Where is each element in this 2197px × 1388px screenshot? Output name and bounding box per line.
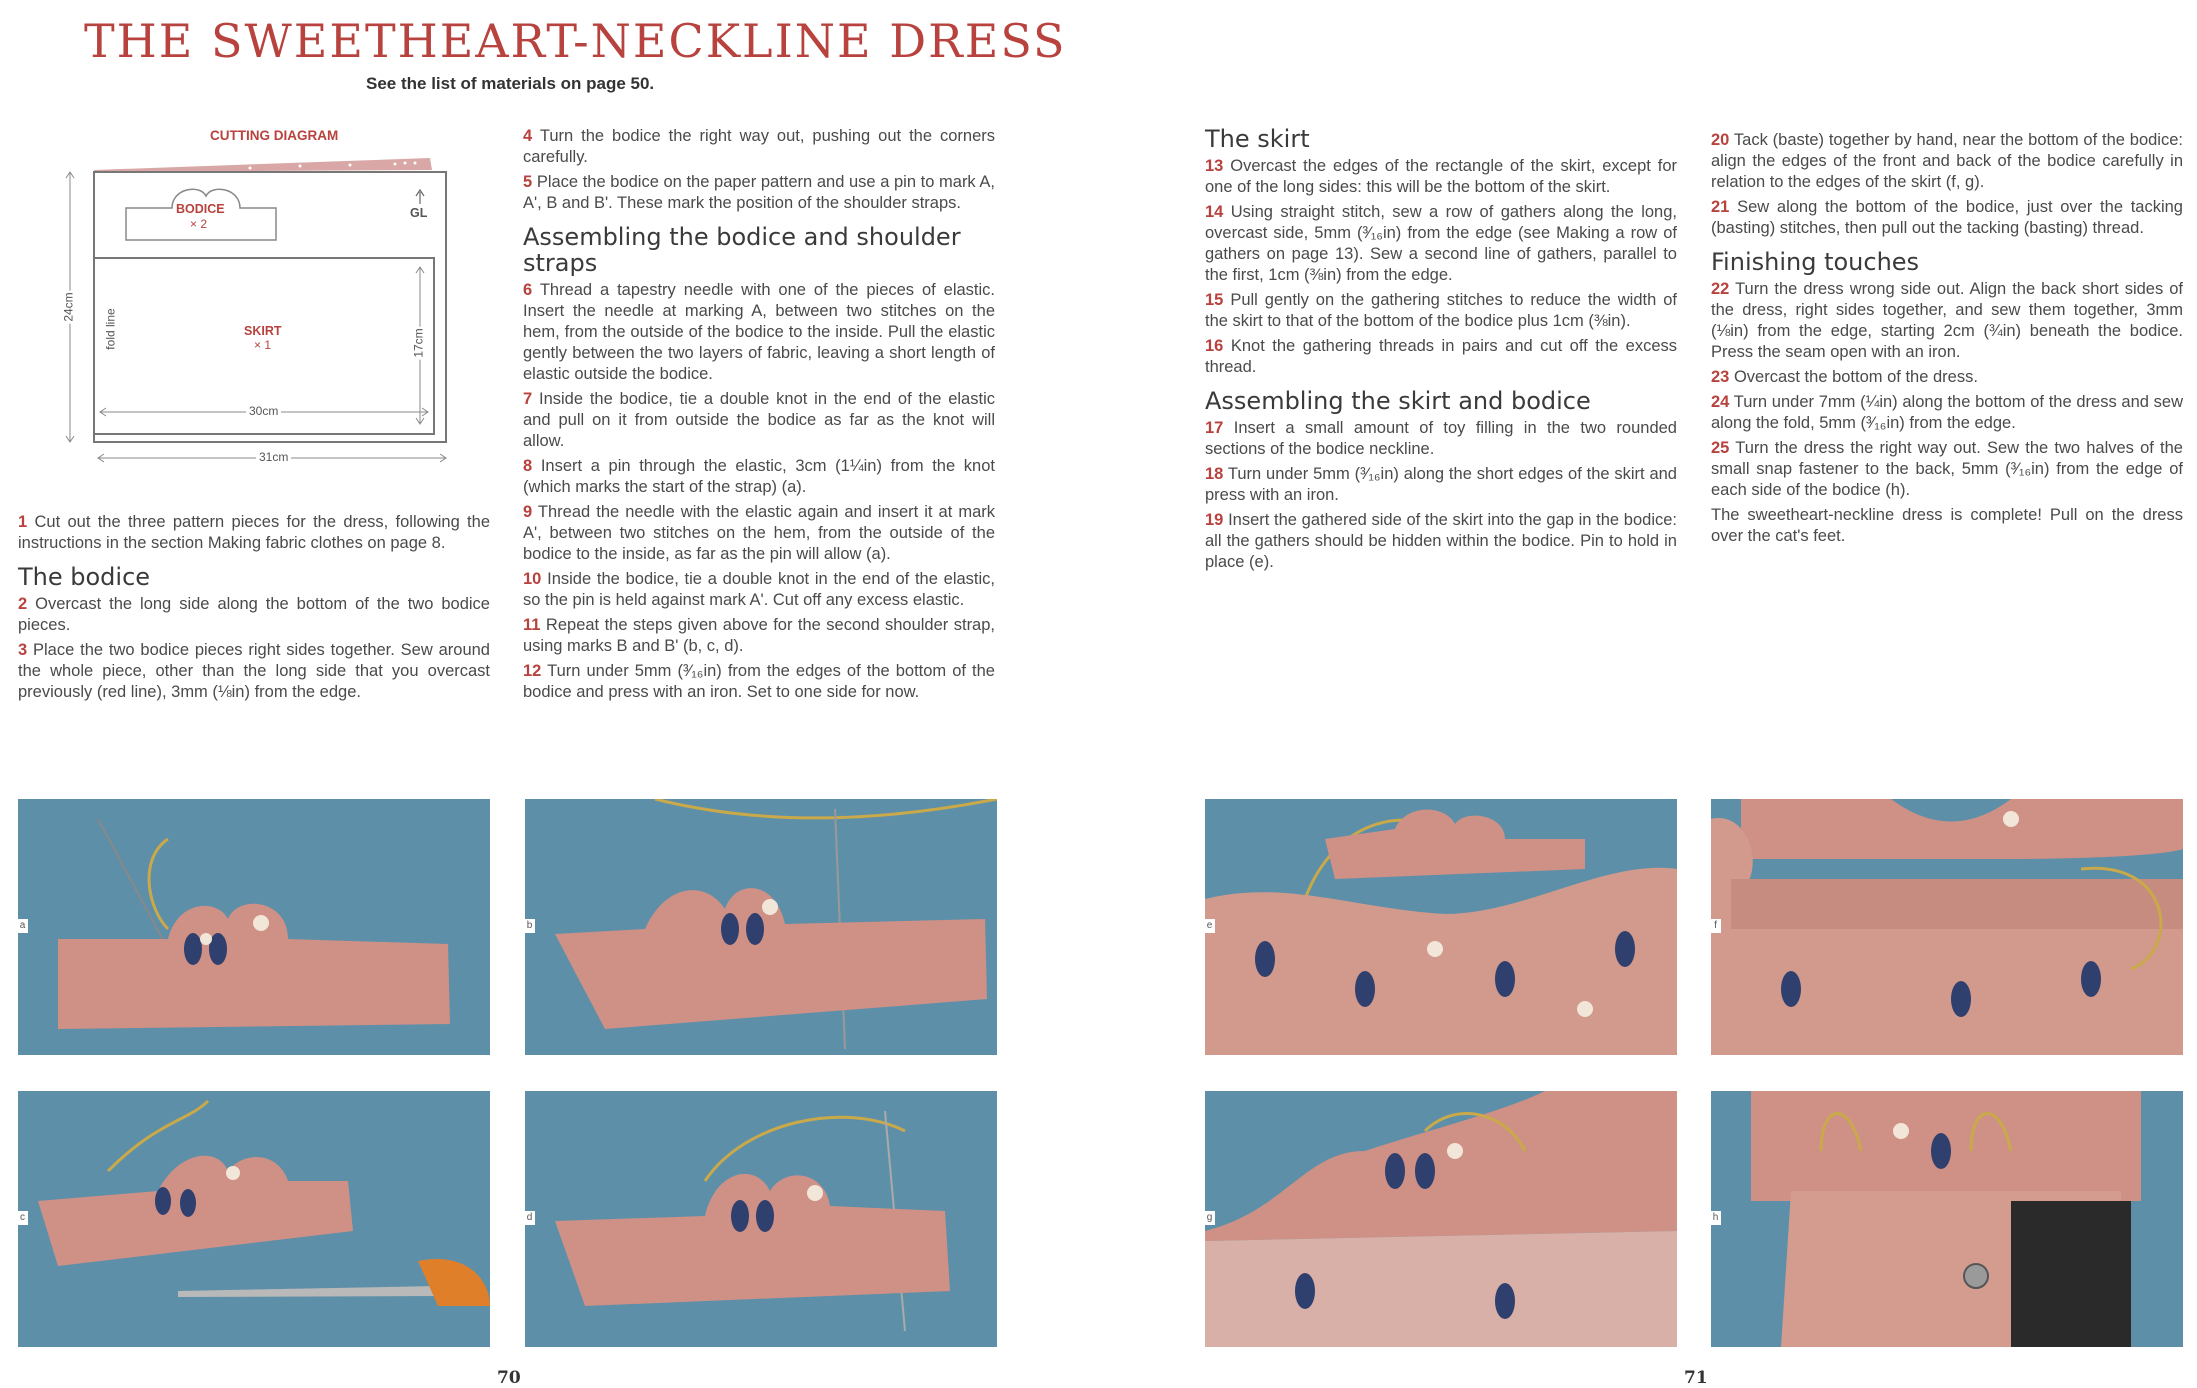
step-23: 23 Overcast the bottom of the dress. (1711, 368, 1978, 386)
heading-finishing: Finishing touches (1711, 248, 1920, 276)
step-19: 19 Insert the gathered side of the skirt into the gap in the bodice: all the gathers should be hidden within the bodice. Pin to hold in place (e). (1205, 511, 1677, 571)
heading-assembling-skirt: Assembling the skirt and bodice (1205, 387, 1591, 415)
page-number-left: 70 (497, 1368, 521, 1388)
step-10: 10 Inside the bodice, tie a double knot in the end of the elastic, so the pin is held against mark A'. Cut off any excess elastic. (523, 570, 995, 609)
photo-c-image (18, 1091, 490, 1347)
step-3: 3 Place the two bodice pieces right sides together. Sew around the whole piece, other than the long side that you overcast previously (red line), 3mm (⅛in) from the edge. (18, 641, 490, 701)
photo-b-label: b (525, 919, 535, 933)
step-20: 20 Tack (baste) together by hand, near the bottom of the bodice: align the edges of the front and back of the bodice carefully in relation to the edges of the skirt (f, g). (1711, 131, 2183, 191)
step-1: 1 Cut out the three pattern pieces for the dress, following the instructions in the section Making fabric clothes on page 8. (18, 513, 490, 552)
photo-a-image (18, 799, 490, 1055)
step-8: 8 Insert a pin through the elastic, 3cm (1¼in) from the knot (which marks the start of the strap) (a). (523, 457, 995, 496)
photo-d-label: d (525, 1211, 535, 1225)
photo-a (18, 799, 490, 1055)
step-11: 11 Repeat the steps given above for the second shoulder strap, using marks B and B' (b, c, d). (523, 616, 995, 655)
column-4 (1711, 130, 2183, 551)
column-1 (18, 512, 490, 707)
photo-e-image (1205, 799, 1677, 1055)
step-5: 5 Place the bodice on the paper pattern and use a pin to mark A, A', B and B'. These mark the position of the shoulder straps. (523, 173, 995, 212)
bodice-label: BODICE (176, 202, 225, 216)
photo-f (1711, 799, 2183, 1055)
step-13: 13 Overcast the edges of the rectangle of the skirt, except for one of the long sides: this will be the bottom of the skirt. (1205, 157, 1677, 196)
cutting-diagram (50, 122, 470, 482)
step-2: 2 Overcast the long side along the bottom of the two bodice pieces. (18, 595, 490, 634)
photo-h-label: h (1711, 1211, 1721, 1225)
page-number-right: 71 (1684, 1368, 1708, 1388)
heading-skirt: The skirt (1205, 125, 1310, 153)
width-inner-label: 30cm (246, 404, 281, 418)
photo-h-image (1711, 1091, 2183, 1347)
photo-e-label: e (1205, 919, 1215, 933)
photo-g (1205, 1091, 1677, 1347)
step-6: 6 Thread a tapestry needle with one of the pieces of elastic. Insert the needle at marking A, between two stitches on the hem, from the outside of the bodice to the inside. Pull the elastic gently between the two layers of fabric, leaving a short length of elastic outside the bodice. (523, 281, 995, 383)
step-24: 24 Turn under 7mm (¼in) along the bottom of the dress and sew along the fold, 5mm (³⁄₁₆in) from the edge. (1711, 393, 2183, 432)
closing-note: The sweetheart-neckline dress is complete! Pull on the dress over the cat's feet. (1711, 506, 2183, 545)
photo-b-image (525, 799, 997, 1055)
photo-d-image (525, 1091, 997, 1347)
step-22: 22 Turn the dress wrong side out. Align the back short sides of the dress, right sides together, and sew them together, 3mm (⅛in) from the edge, starting 2cm (¾in) beneath the bodice. Press the seam open with an iron. (1711, 280, 2183, 361)
step-16: 16 Knot the gathering threads in pairs and cut off the excess thread. (1205, 337, 1677, 376)
diagram-heading: CUTTING DIAGRAM (210, 128, 339, 143)
photo-f-image (1711, 799, 2183, 1055)
height-inner-label: 17cm (411, 328, 426, 358)
gl-label: GL (410, 206, 428, 220)
photo-d (525, 1091, 997, 1347)
photo-b (525, 799, 997, 1055)
photo-h (1711, 1091, 2183, 1347)
step-25: 25 Turn the dress the right way out. Sew the two halves of the small snap fastener to the back, 5mm (³⁄₁₆in) from the edge of each side of the bodice (h). (1711, 439, 2183, 499)
photo-e (1205, 799, 1677, 1055)
materials-note: See the list of materials on page 50. (366, 74, 655, 93)
step-15: 15 Pull gently on the gathering stitches to reduce the width of the skirt to that of the bottom of the bodice plus 1cm (⅜in). (1205, 291, 1677, 330)
heading-bodice: The bodice (18, 563, 151, 591)
skirt-label: SKIRT (244, 324, 282, 338)
step-17: 17 Insert a small amount of toy filling in the two rounded sections of the bodice neckline. (1205, 419, 1677, 458)
bodice-count: × 2 (190, 217, 208, 231)
step-18: 18 Turn under 5mm (³⁄₁₆in) along the short edges of the skirt and press with an iron. (1205, 465, 1677, 504)
step-21: 21 Sew along the bottom of the bodice, just over the tacking (basting) stitches, then pull out the tacking (basting) thread. (1711, 198, 2183, 237)
photo-c-label: c (18, 1211, 28, 1225)
heading-assembling-bodice: Assembling the bodice and shoulder straps (523, 223, 961, 277)
step-12: 12 Turn under 5mm (³⁄₁₆in) from the edges of the bottom of the bodice and press with an iron. Set to one side for now. (523, 662, 995, 701)
step-4: 4 Turn the bodice the right way out, pushing out the corners carefully. (523, 127, 995, 166)
photo-g-label: g (1205, 1211, 1215, 1225)
photo-c (18, 1091, 490, 1347)
photo-g-image (1205, 1091, 1677, 1347)
column-2 (523, 126, 995, 707)
fabric-outline (94, 172, 446, 442)
width-outer-label: 31cm (256, 450, 291, 464)
height-outer-label: 24cm (61, 292, 76, 322)
fold-line-label: fold line (103, 308, 118, 350)
cutting-diagram-svg (50, 122, 470, 482)
skirt-count: × 1 (254, 338, 272, 352)
selvedge-strip (94, 158, 432, 172)
step-9: 9 Thread the needle with the elastic again and insert it at mark A', between two stitches on the hem, from the outside of the bodice to the inside, as far as the pin will allow (a). (523, 503, 995, 563)
step-7: 7 Inside the bodice, tie a double knot in the end of the elastic and pull on it from outside the bodice as far as the knot will allow. (523, 390, 995, 450)
photo-a-label: a (18, 919, 28, 933)
page-title: THE SWEETHEART-NECKLINE DRESS (84, 14, 1067, 68)
column-3 (1205, 120, 1677, 577)
photo-f-label: f (1711, 919, 1721, 933)
step-14: 14 Using straight stitch, sew a row of gathers along the long, overcast side, 5mm (³⁄₁₆in) from the edge (see Making a row of gathers on page 13). Sew a second line of gathers, parallel to the first, 1cm (⅜in) from the edge. (1205, 203, 1677, 284)
